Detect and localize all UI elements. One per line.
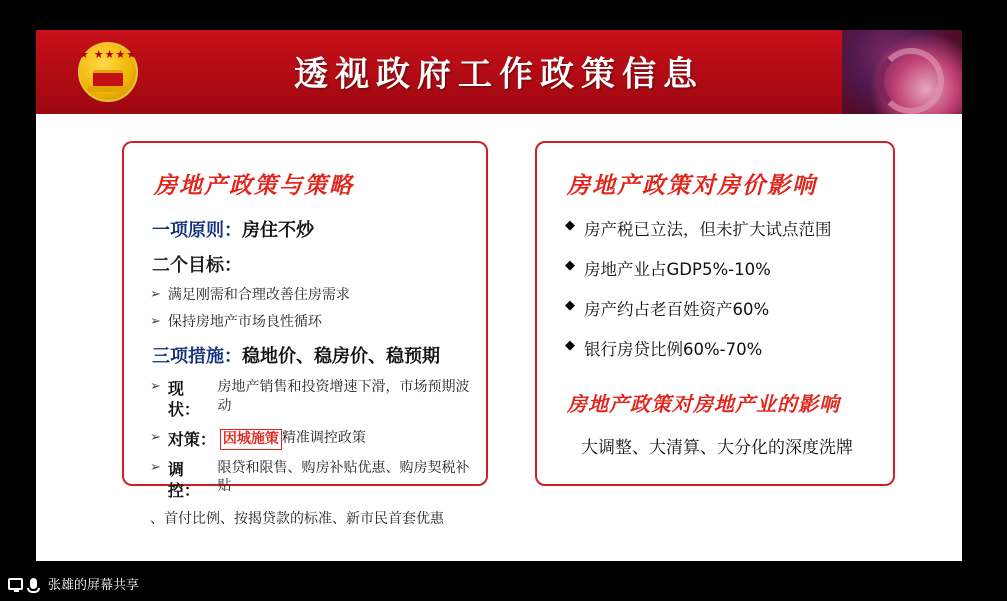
principle-row [152,216,470,242]
principle-value: 房住不炒 [242,220,314,241]
slide-body [36,114,962,563]
goal-item-text: 满足刚需和合理改善住房需求 [167,287,350,303]
goal-item [150,286,470,305]
presentation-slide [36,30,962,563]
measures-label: 三项措施： [152,345,242,367]
goal-item-text: 保持房地产市场良性循环 [167,313,322,330]
list-item [150,429,470,451]
arrow-bullet-icon: ➢ [150,459,161,475]
diamond-bullet-icon: ◆ [565,298,575,313]
microphone-icon [27,578,37,589]
arrow-bullet-icon: ➢ [150,429,161,445]
right-black-bar [962,0,1007,601]
bullet-item [565,296,877,320]
measures-row [152,342,470,368]
left-content-panel [122,141,488,527]
bullet-item [565,336,877,360]
list-item-text: 房地产销售和投资增速下滑，市场预期波动 [217,378,470,414]
right-panel-note: 大调整、大清算、大分化的深度洗牌 [581,438,853,458]
bullet-item [565,256,877,280]
top-black-bar [0,0,1007,30]
diamond-bullet-icon: ◆ [565,258,575,273]
bullet-item-text: 房地产业占GDP5%-10% [584,260,771,279]
bullet-item-text: 房产约占老百姓资产60% [584,300,770,319]
bullet-item-text: 银行房贷比例60%-70% [584,340,763,359]
list-item-text: 限贷和限售、购房补贴优惠、购房契税补贴 [217,459,470,495]
highlighted-term: 因城施策 [220,429,282,450]
left-panel-title: 房地产政策与策略 [154,173,354,199]
list-item-label: 调控： [167,459,200,501]
goal-item [150,313,470,332]
diamond-bullet-icon: ◆ [565,218,575,233]
bullet-item-text: 房产税已立法，但未扩大试点范围 [584,220,832,239]
bullet-item [565,216,877,240]
screen-share-status [8,574,139,593]
share-status-label: 张雄的屏幕共享 [48,578,140,593]
left-black-bar [0,0,36,601]
list-item-continuation [150,510,470,529]
list-item-label: 对策： [167,429,216,449]
decorative-motif-icon [842,30,962,114]
right-panel-title: 房地产政策对房价影响 [567,173,817,199]
bottom-black-bar [0,561,1007,601]
right-content-panel [535,141,895,486]
principle-label: 一项原则： [152,220,242,241]
list-item-text: 精准调控政策 [281,429,366,446]
goals-label: 二个目标： [152,255,242,276]
measures-value: 稳地价、稳房价、稳预期 [242,345,440,367]
list-item-label: 现状： [167,378,200,420]
list-item-continuation-text: 、首付比例、按揭贷款的标准、新市民首套优惠 [150,510,444,527]
slide-header [36,30,962,114]
list-item [150,459,470,502]
right-panel-subtitle: 房地产政策对房地产业的影响 [567,392,840,416]
slide-title: 透视政府工作政策信息 [294,54,704,95]
diamond-bullet-icon: ◆ [565,338,575,353]
national-emblem-icon: ★ ★★★★ [74,38,142,106]
monitor-icon [8,578,23,590]
arrow-bullet-icon: ➢ [150,378,161,394]
arrow-bullet-icon: ➢ [150,287,161,302]
arrow-bullet-icon: ➢ [150,313,161,329]
list-item [150,378,470,421]
